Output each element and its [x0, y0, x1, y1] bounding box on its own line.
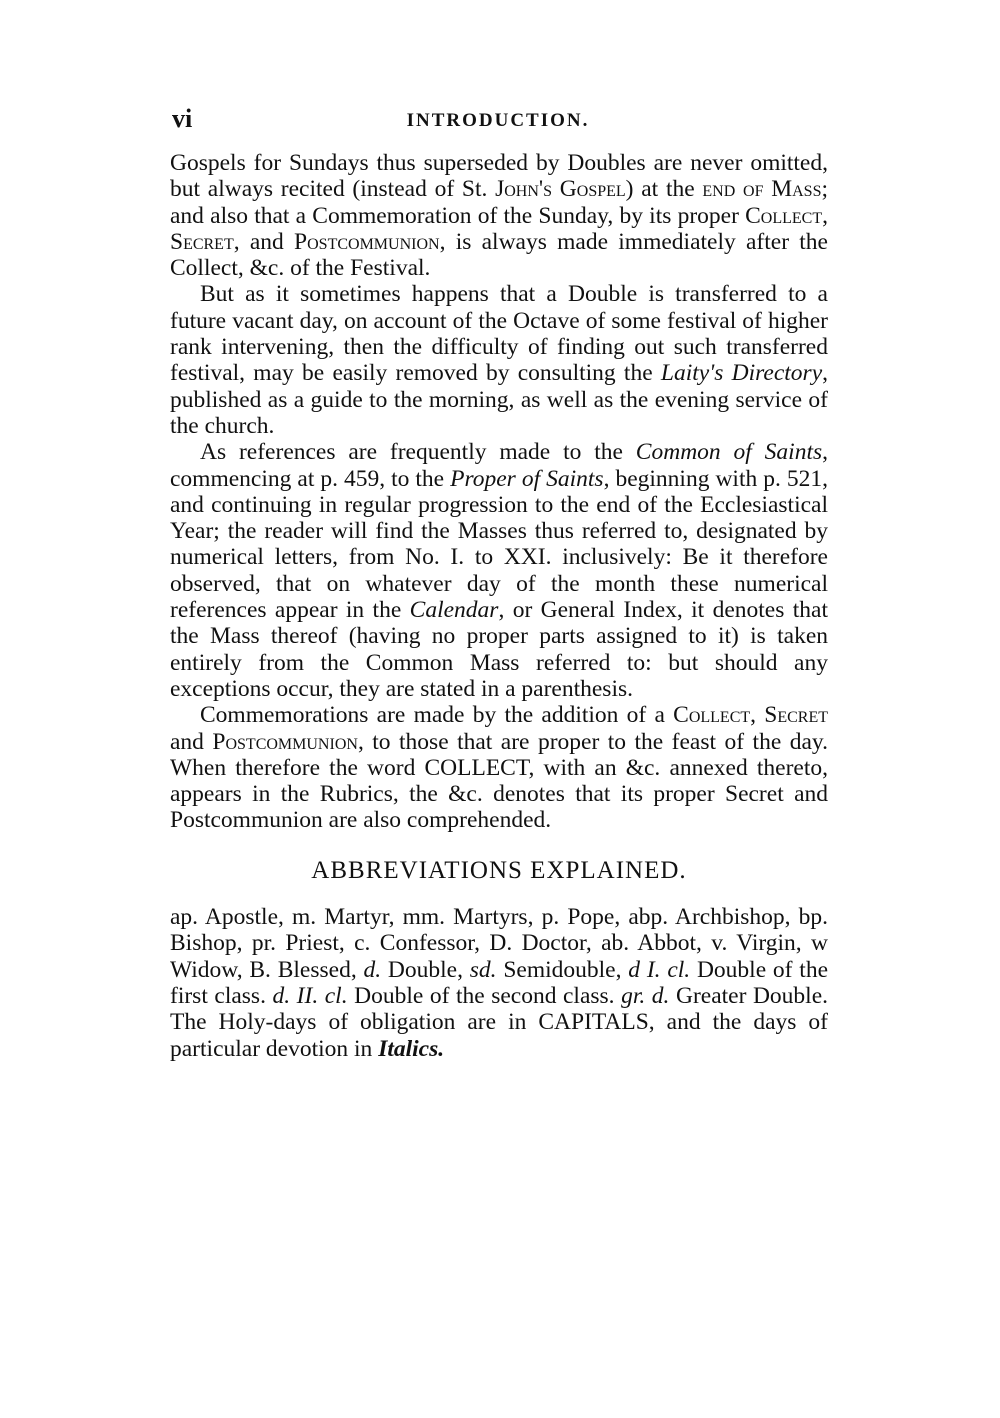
text-run: Postcommunion	[294, 228, 440, 255]
paragraph-gospels	[170, 150, 828, 281]
text-run: John's Gospel	[495, 176, 626, 203]
text-run: Commemorations are made by the addition of a	[200, 702, 674, 729]
text-run: d. II. cl.	[272, 982, 348, 1009]
text-run: Semidouble,	[496, 956, 629, 983]
paragraph-transferred-double	[170, 281, 828, 439]
text-run: ) at the	[625, 176, 703, 203]
text-run: , published as a guide to the morning, as well as the evening service of the church.	[170, 360, 829, 439]
text-run: gr. d.	[621, 982, 670, 1009]
text-run: , and	[233, 228, 295, 255]
text-run: Italics.	[378, 1035, 445, 1062]
text-run: ; and also that a Commemoration of the Sunday, by its proper	[170, 176, 829, 229]
text-run: Postcommunion	[212, 728, 358, 755]
text-run: , to those that are proper to the feast of the day. When therefore the word COLLECT, with an &c. annexed thereto, appears in the Rubrics, the &c. denotes that its proper Secret and Postcommunion are also comprehended.	[170, 728, 828, 834]
paragraph-abbreviations	[170, 904, 828, 1062]
text-run: , or General Index, it denotes that the Mass thereof (having no proper parts assigned to it) is taken entirely from the Common Mass referred to: but should any exceptions occur, they are stated in a parenthesis.	[170, 597, 828, 702]
text-run: Greater Double. The Holy-days of obligation are in CAPITALS, and the days of particular devotion in	[170, 982, 829, 1062]
text-run: Secret	[170, 228, 234, 255]
text-run: and	[170, 728, 213, 755]
text-run: As references are frequently made to the	[200, 439, 636, 466]
text-run: , beginning with p. 521, and continuing in regular progression to the end of the Ecclesiastical Year; the reader will find the Masses thus referred to, designated by numerical letters, from No. I. to XXI. inclusively: Be it therefore observed, that on whatever day of the month these numerical references appear in the	[170, 465, 828, 624]
text-run: But as it sometimes happens that a Double is transferred to a future vacant day, on account of the Octave of some festival of higher rank intervening, then the difficulty of finding out such transferred festival, may be easily removed by consulting the	[170, 281, 828, 387]
text-run: Collect	[673, 702, 751, 729]
paragraph-references	[170, 439, 828, 702]
text-run: sd.	[469, 956, 497, 983]
text-run: Calendar	[409, 597, 499, 624]
text-run: Double of the first class.	[170, 956, 828, 1009]
body-text	[170, 150, 828, 1062]
text-run: Proper of Saints	[450, 465, 604, 492]
text-run: Double,	[381, 956, 470, 983]
page-number: vi	[172, 104, 193, 133]
text-run: ,	[822, 202, 828, 229]
running-title: INTRODUCTION.	[406, 110, 590, 131]
text-run: Secret	[764, 702, 829, 729]
text-run: Gospels for Sundays thus superseded by Doubles are never omitted, but always recited (instead of St.	[170, 150, 828, 203]
text-run: Collect	[745, 202, 823, 229]
running-head	[168, 104, 828, 138]
text-run: d I. cl.	[628, 956, 691, 983]
section-heading-abbreviations: ABBREVIATIONS EXPLAINED.	[311, 856, 687, 884]
text-run: , is always made immediately after the Collect, &c. of the Festival.	[170, 228, 828, 282]
text-run: ap. Apostle, m. Martyr, mm. Martyrs, p. Pope, abp. Archbishop, bp. Bishop, pr. Priest, c. Confessor, D. Doctor, ab. Abbot, v. Virgin, w Widow, B. Blessed,	[170, 904, 828, 983]
text-run: end of Mass	[702, 176, 822, 203]
text-run: Laity's Directory	[660, 360, 823, 387]
text-run: ,	[750, 702, 765, 729]
text-run: , commencing at p. 459, to the	[170, 439, 828, 492]
text-run: Common of Saints	[635, 439, 823, 466]
text-run: d.	[363, 956, 382, 983]
text-run: Double of the second class.	[347, 982, 622, 1009]
paragraph-commemorations	[170, 702, 828, 833]
